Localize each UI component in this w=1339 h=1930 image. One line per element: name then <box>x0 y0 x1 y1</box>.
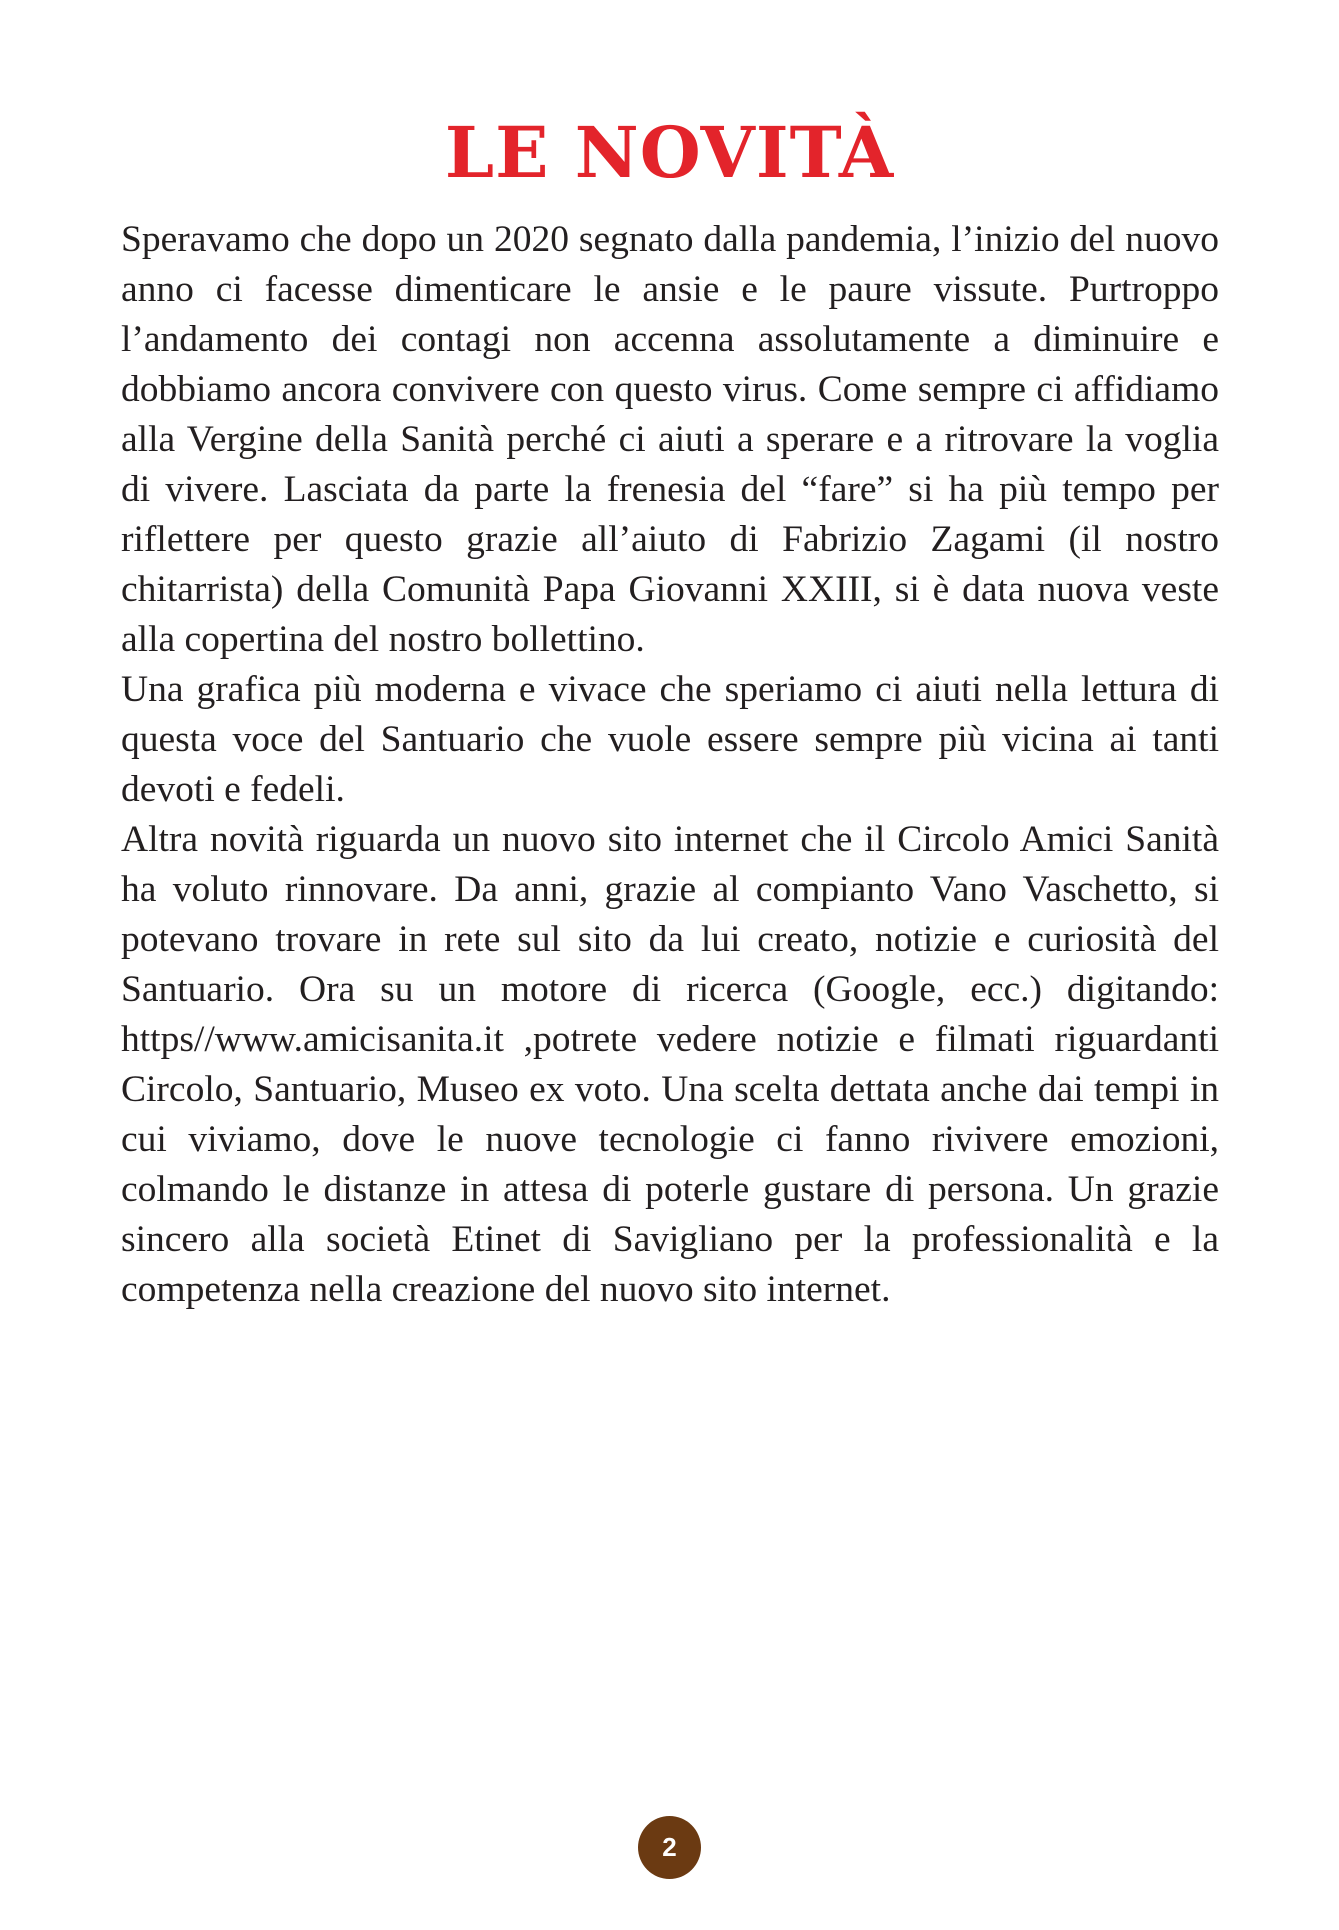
paragraph-3: Altra novità riguarda un nuovo sito internet che il Circolo Amici Sanità ha voluto rinnovare. Da anni, grazie al compianto Vano Vaschetto, si potevano trovare in rete sul sito da lui creato, notizie e curiosità del Santuario. Ora su un motore di ricerca (Google, ecc.) digitando: https//www.amicisanita.it ,potrete vedere notizie e filmati riguardanti Circolo, Santuario, Museo ex voto. Una scelta dettata anche dai tempi in cui viviamo, dove le nuove tecnologie ci fanno rivivere emozioni, colmando le distanze in attesa di poterle gustare di persona. Un grazie sincero alla società Etinet di Savigliano per la professionalità e la competenza nella creazione del nuovo sito internet. <box>121 819 1219 1310</box>
paragraph-1: Speravamo che dopo un 2020 segnato dalla pandemia, l’inizio del nuovo anno ci facesse dimenticare le ansie e le paure vissute. Purtroppo l’andamento dei contagi non accenna assolutamente a diminuire e dobbiamo ancora convivere con questo virus. Come sempre ci affidiamo alla Vergine della Sanità perché ci aiuti a sperare e a ritrovare la voglia di vivere. Lasciata da parte la frenesia del “fare” si ha più tempo per riflettere per questo grazie all’aiuto di Fabrizio Zagami (il nostro chitarrista) della Comunità Papa Giovanni XXIII, si è data nuova veste alla copertina del nostro bollettino. <box>121 219 1219 660</box>
page-title: LE NOVITÀ <box>444 111 895 194</box>
page-number-badge: 2 <box>638 1816 701 1879</box>
paragraph-2: Una grafica più moderna e vivace che speriamo ci aiuti nella lettura di questa voce del Santuario che vuole essere sempre più vicina ai tanti devoti e fedeli. <box>121 669 1219 810</box>
article-body <box>121 215 1219 1315</box>
